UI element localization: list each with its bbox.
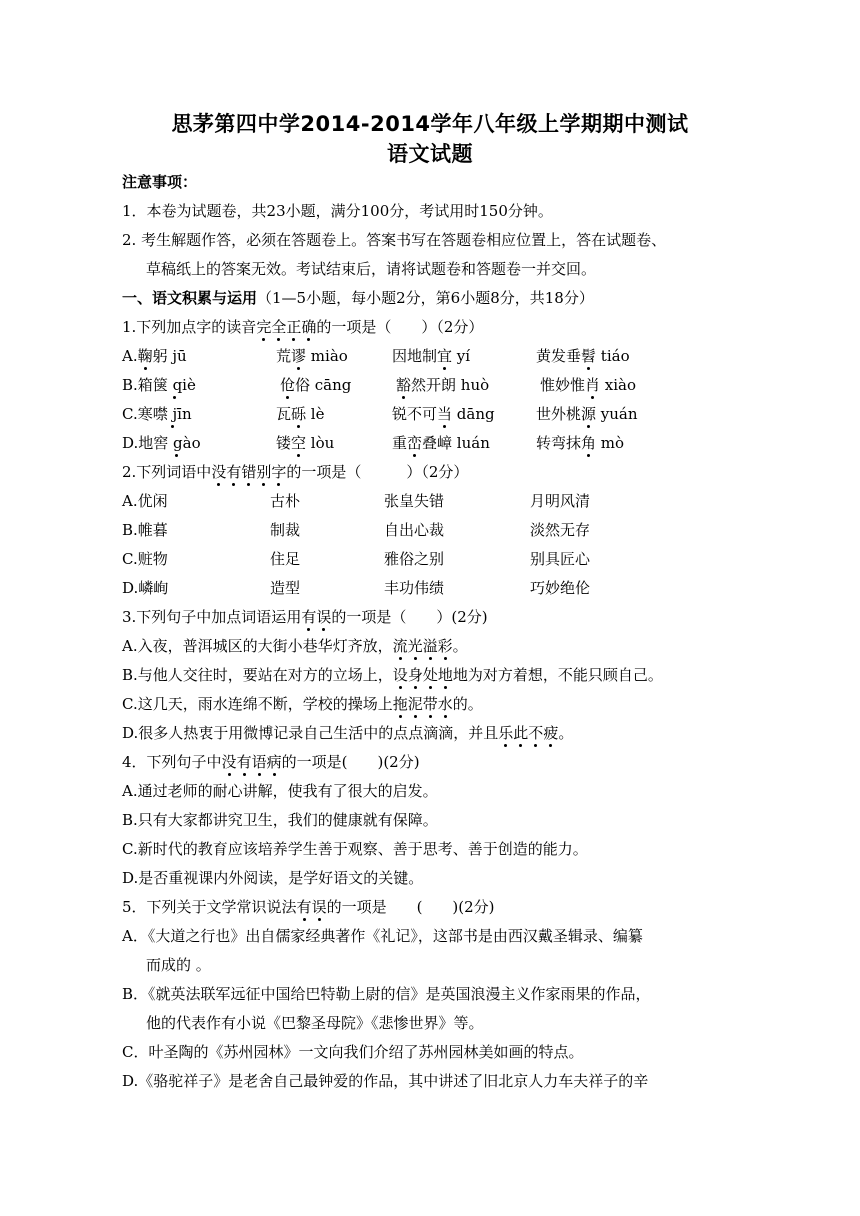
q5-option-b-line-1: B．《就英法联军远征中国给巴特勒上尉的信》是英国浪漫主义作家雨果的作品， [122, 985, 651, 1003]
option-item: 瓦砾 lè [276, 405, 325, 423]
question-2-stem [122, 462, 468, 482]
dotted-char: 病 [266, 753, 282, 771]
dotted-char: 没 [211, 463, 227, 481]
stem-text: 的一项是（ ）（2分） [286, 463, 469, 481]
option-word: 制裁 [270, 521, 301, 539]
dotted-char: 没 [221, 753, 237, 771]
option-item: 因地制宜 yí [392, 347, 471, 365]
option-word: A.优闲 [122, 492, 168, 510]
option-item: A.鞠躬 jū [122, 347, 187, 365]
dotted-char: 有 [226, 463, 242, 481]
question-4-stem [122, 752, 420, 772]
option-word: 雅俗之别 [384, 550, 445, 568]
q3-option-b: B.与他人交往时，要站在对方的立场上，设身处地地为对方着想，不能只顾自己。 [122, 666, 663, 684]
question-1-stem [122, 317, 483, 337]
stem-text: 的一项是( )(2分) [281, 753, 420, 771]
q5-option-b-line-2: 他的代表作有小说《巴黎圣母院》《悲惨世界》等。 [146, 1014, 484, 1032]
option-item: 惟妙惟肖 xiào [540, 376, 637, 394]
option-word: 淡然无存 [530, 521, 591, 539]
option-item: B.箱箧 qiè [122, 376, 196, 394]
dotted-char: 别 [256, 463, 272, 481]
option-item: 荒谬 miào [276, 347, 348, 365]
option-word: 丰功伟绩 [384, 579, 445, 597]
option-word: 古朴 [270, 492, 301, 510]
dotted-char: 全 [271, 318, 287, 336]
q5-option-a-line-1: A．《大道之行也》出自儒家经典著作《礼记》，这部书是由西汉戴圣辑录、编纂 [122, 927, 643, 945]
option-word: 造型 [270, 579, 301, 597]
q3-option-d: D.很多人热衷于用微博记录自己生活中的点点滴滴，并且乐此不疲。 [122, 724, 574, 742]
dotted-char: 错 [241, 463, 257, 481]
dotted-char: 有 [301, 608, 317, 626]
q4-option-a: A.通过老师的耐心讲解，使我有了很大的启发。 [122, 782, 438, 800]
q4-option-b: B.只有大家都讲究卫生，我们的健康就有保障。 [122, 811, 438, 829]
question-5-stem [122, 897, 495, 917]
q3-option-a: A.入夜，普洱城区的大街小巷华灯齐放，流光溢彩。 [122, 637, 468, 655]
dotted-char: 字 [271, 463, 287, 481]
option-item: C.寒噤 jīn [122, 405, 192, 423]
q5-option-c: C．叶圣陶的《苏州园林》一文向我们介绍了苏州园林美如画的特点。 [122, 1043, 584, 1061]
stem-text: 3.下列句子中加点词语运用 [122, 608, 302, 626]
dotted-char: 完 [256, 318, 272, 336]
stem-text: 2.下列词语中 [122, 463, 212, 481]
dotted-char: 有 [236, 753, 252, 771]
exam-subtitle: 语文试题 [387, 142, 473, 166]
section-1-title: 一、语文积累与运用 [122, 289, 258, 307]
dotted-char: 有 [296, 898, 312, 916]
option-word: 住足 [270, 550, 301, 568]
option-item: 世外桃源 yuán [536, 405, 638, 423]
option-word: B.帷暮 [122, 521, 168, 539]
option-word: D.嶙峋 [122, 579, 169, 597]
q5-option-d: D.《骆驼祥子》是老舍自己最钟爱的作品，其中讲述了旧北京人力车夫祥子的辛 [122, 1072, 649, 1090]
section-1-heading [122, 288, 594, 308]
option-item: 镂空 lòu [276, 434, 335, 452]
section-1-note: （1—5小题，每小题2分，第6小题8分，共18分） [257, 289, 594, 307]
stem-text: 的一项是（ ）（2分） [316, 318, 484, 336]
q3-option-c: C.这几天，雨水连绵不断，学校的操场上拖泥带水的。 [122, 695, 483, 713]
stem-text: 的一项是 ( )(2分) [326, 898, 495, 916]
option-item: 重峦叠嶂 luán [392, 434, 490, 452]
stem-text: 4．下列句子中 [122, 753, 222, 771]
notice-heading: 注意事项： [122, 173, 198, 191]
option-item: D.地窖 gào [122, 434, 201, 452]
q4-option-d: D.是否重视课内外阅读，是学好语文的关键。 [122, 869, 424, 887]
stem-text: 的一项是（ ）(2分) [331, 608, 488, 626]
dotted-char: 误 [311, 898, 327, 916]
stem-text: 5．下列关于文学常识说法 [122, 898, 297, 916]
q5-option-a-line-2: 而成的 。 [146, 956, 211, 974]
option-item: 黄发垂髫 tiáo [536, 347, 630, 365]
notice-line-2: 2. 考生解题作答，必须在答题卷上。答案书写在答题卷相应位置上，答在试题卷、 [122, 231, 667, 249]
stem-text: 1.下列加点字的读音 [122, 318, 257, 336]
dotted-char: 确 [301, 318, 317, 336]
option-word: 自出心裁 [384, 521, 445, 539]
question-3-stem [122, 607, 488, 627]
exam-title: 思茅第四中学2014-2014学年八年级上学期期中测试 [171, 112, 689, 136]
option-word: 张皇失错 [384, 492, 445, 510]
option-word: 月明风清 [530, 492, 591, 510]
option-word: C.赃物 [122, 550, 168, 568]
option-word: 别具匠心 [530, 550, 591, 568]
option-item: 豁然开朗 huò [396, 376, 490, 394]
dotted-char: 语 [251, 753, 267, 771]
option-item: 锐不可当 dāng [392, 405, 495, 423]
notice-line-1: 1．本卷为试题卷，共23小题，满分100分，考试用时150分钟。 [122, 202, 553, 220]
option-word: 巧妙绝伦 [530, 579, 591, 597]
dotted-char: 误 [316, 608, 332, 626]
option-item: 转弯抹角 mò [536, 434, 625, 452]
q4-option-c: C.新时代的教育应该培养学生善于观察、善于思考、善于创造的能力。 [122, 840, 588, 858]
option-item: 伧俗 cāng [280, 376, 352, 394]
notice-line-3: 草稿纸上的答案无效。考试结束后，请将试题卷和答题卷一并交回。 [146, 260, 597, 278]
dotted-char: 正 [286, 318, 302, 336]
